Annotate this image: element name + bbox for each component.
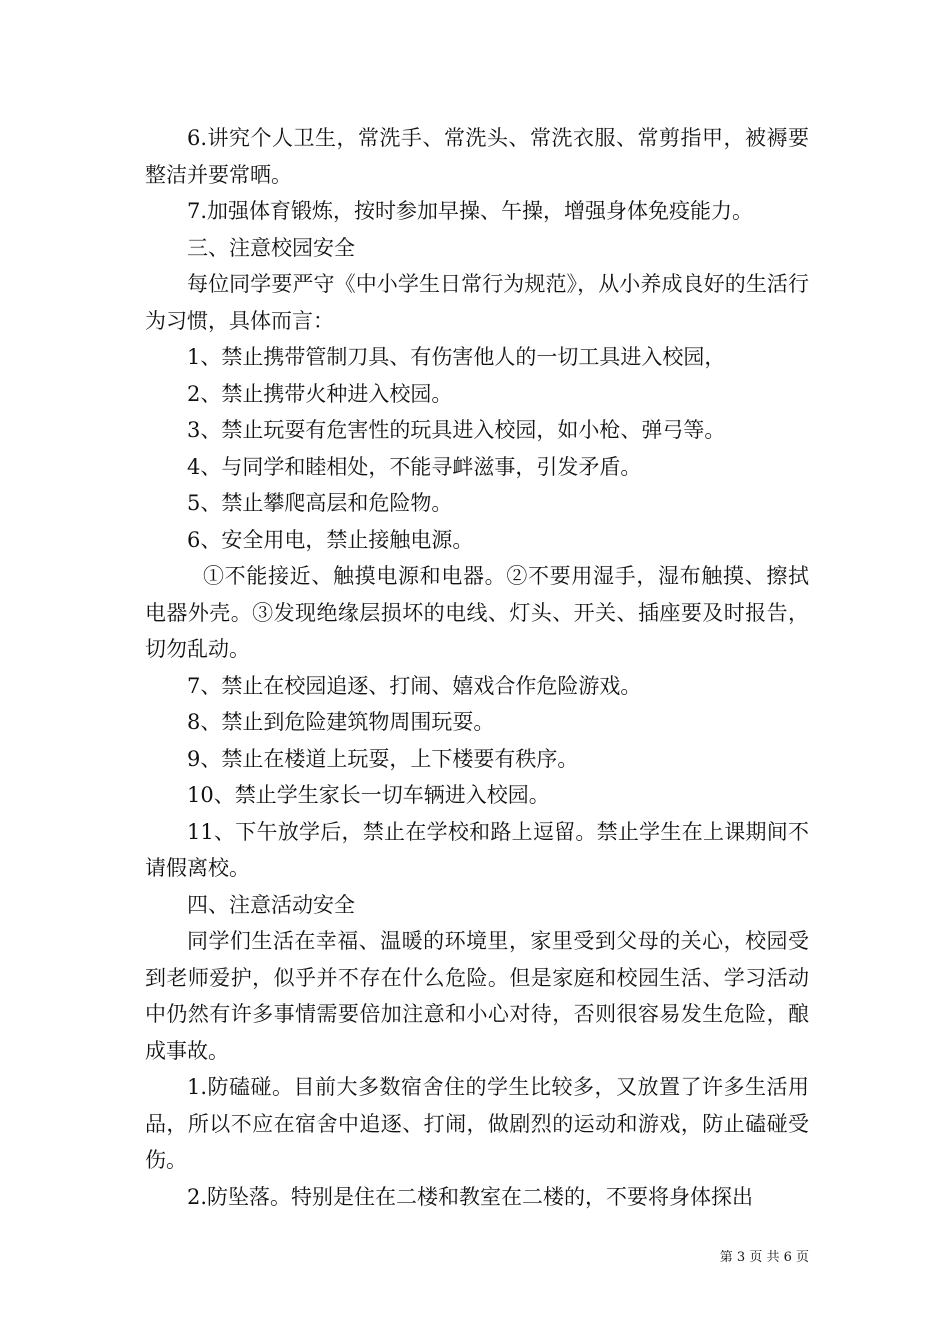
paragraph: 6.讲究个人卫生，常洗手、常洗头、常洗衣服、常剪指甲，被褥要整洁并要常晒。 [145, 126, 809, 187]
paragraph: 2、禁止携带火种进入校园。 [187, 381, 453, 406]
paragraph: 8、禁止到危险建筑物周围玩耍。 [187, 710, 495, 734]
paragraph: 2.防坠落。特别是住在二楼和教室在二楼的，不要将身体探出 [187, 1184, 754, 1209]
paragraph: ①不能接近、触摸电源和电器。②不要用湿手，湿布触摸、擦拭电器外壳。③发现绝缘层损坏的电线、灯头、开关、插座要及时报告，切勿乱动。 [145, 564, 809, 661]
paragraph: 10、禁止学生家长一切车辆进入校园。 [187, 783, 550, 807]
paragraph: 5、禁止攀爬高层和危险物。 [187, 491, 453, 515]
page-number: 第 3 页 共 6 页 [719, 1250, 809, 1265]
paragraph: 每位同学要严守《中小学生日常行为规范》，从小养成良好的生活行为习惯，具体而言： [145, 272, 809, 333]
paragraph: 1、禁止携带管制刀具、有伤害他人的一切工具进入校园， [187, 345, 726, 369]
paragraph: 4、与同学和睦相处，不能寻衅滋事，引发矛盾。 [187, 454, 642, 479]
paragraph: 11、下午放学后，禁止在学校和路上逗留。禁止学生在上课期间不请假离校。 [145, 819, 809, 880]
paragraph: 7、禁止在校园追逐、打闹、嬉戏合作危险游戏。 [187, 673, 642, 698]
paragraph: 1.防磕碰。目前大多数宿舍住的学生比较多，又放置了许多生活用品，所以不应在宿舍中追逐、打闹，做剧烈的运动和游戏，防止磕碰受伤。 [145, 1075, 809, 1172]
document-body [145, 120, 809, 1215]
paragraph: 3、禁止玩耍有危害性的玩具进入校园，如小枪、弹弓等。 [187, 418, 726, 442]
paragraph: 9、禁止在楼道上玩耍，上下楼要有秩序。 [187, 746, 579, 771]
paragraph: 同学们生活在幸福、温暖的环境里，家里受到父母的关心，校园受到老师爱护，似乎并不存在什么危险。但是家庭和校园生活、学习活动中仍然有许多事情需要倍加注意和小心对待，否则很容易发生危险，酿成事故。 [145, 929, 809, 1063]
paragraph: 7.加强体育锻炼，按时参加早操、午操，增强身体免疫能力。 [187, 199, 754, 223]
paragraph: 6、安全用电，禁止接触电源。 [187, 527, 474, 552]
paragraph: 四、注意活动安全 [187, 892, 355, 917]
paragraph: 三、注意校园安全 [187, 235, 355, 260]
